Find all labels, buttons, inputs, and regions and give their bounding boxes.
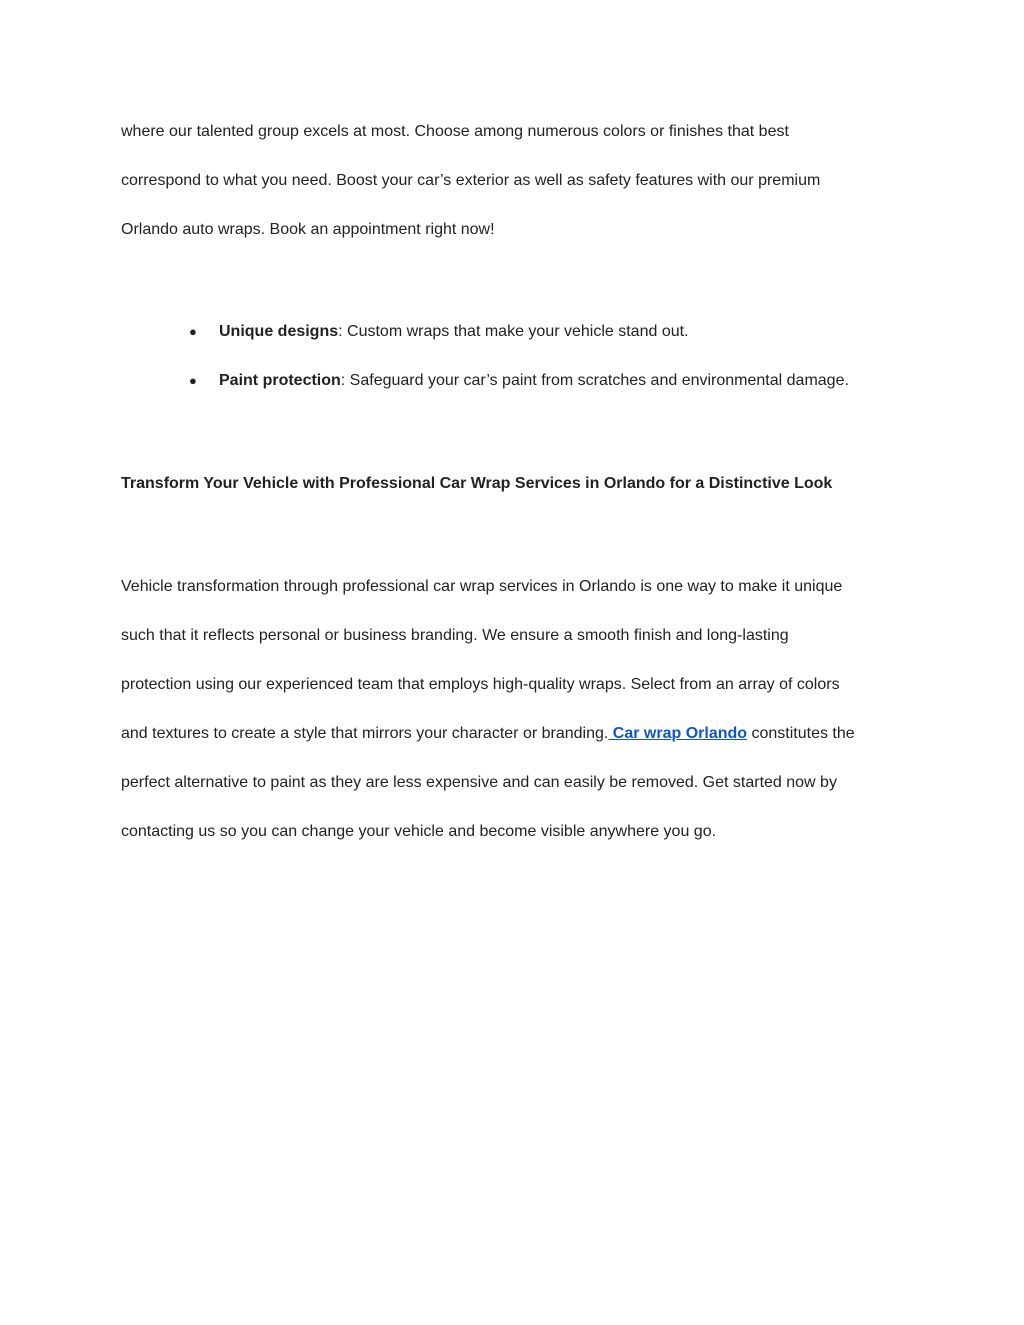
section-heading: Transform Your Vehicle with Professional Car Wrap Services in Orlando for a Distinctive Look [121,475,833,492]
body-line-4-tail: constitutes the [747,725,855,742]
body-line-4-text: and textures to create a style that mirrors your character or branding. [121,725,609,742]
bullet-text: : Safeguard your car’s paint from scratches and environmental damage. [340,372,849,389]
body-line-2: such that it reflects personal or business branding. We ensure a smooth finish and long-lasting [121,627,789,644]
bullet-icon: ● [189,373,197,388]
bullet-title: Unique designs [219,323,339,340]
list-item-paint-protection [189,371,849,391]
bullet-title: Paint protection [219,372,341,389]
list-item-unique-designs [189,322,689,342]
body-line-1: Vehicle transformation through professional car wrap services in Orlando is one way to make it unique [121,578,843,595]
body-line-4 [121,724,855,744]
intro-line-3: Orlando auto wraps. Book an appointment right now! [121,221,495,238]
bullet-text: : Custom wraps that make your vehicle stand out. [338,323,689,340]
intro-line-1: where our talented group excels at most. Choose among numerous colors or finishes that best [121,123,789,140]
body-line-3: protection using our experienced team that employs high-quality wraps. Select from an array of colors [121,676,840,693]
body-line-5: perfect alternative to paint as they are less expensive and can easily be removed. Get started now by [121,774,837,791]
car-wrap-orlando-link[interactable]: Car wrap Orlando [608,725,748,742]
intro-line-2: correspond to what you need. Boost your car’s exterior as well as safety features with our premium [121,172,821,189]
bullet-icon: ● [189,324,197,339]
body-line-6: contacting us so you can change your vehicle and become visible anywhere you go. [121,823,717,840]
